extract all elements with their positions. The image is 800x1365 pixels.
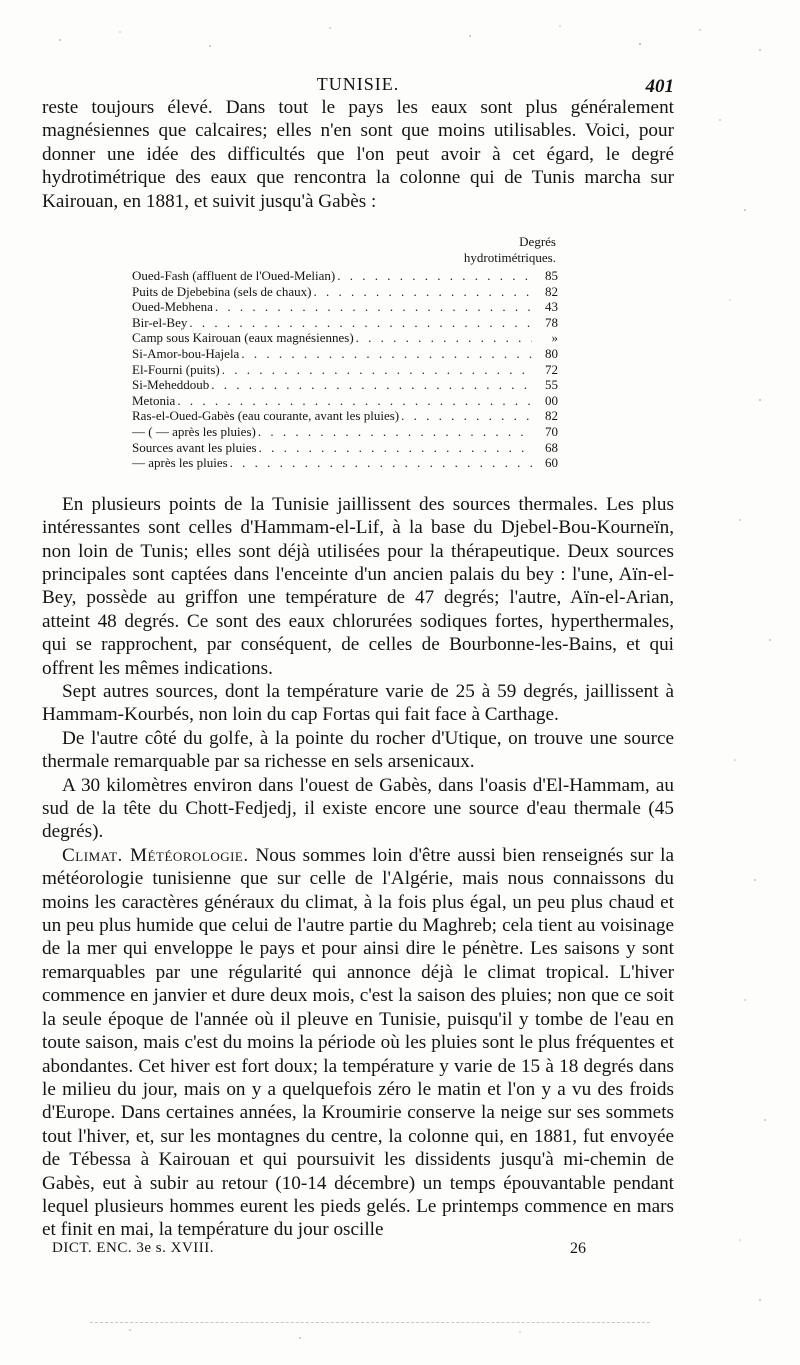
leader-dots [399,408,532,424]
row-value: 70 [545,423,558,439]
row-label: Camp sous Kairouan (eaux magnésiennes) [132,330,354,346]
table-row [132,315,558,331]
table-row [132,330,558,346]
row-label: Metonia [132,392,176,408]
row-value: 85 [545,268,558,284]
leader-dots [257,440,532,456]
table-row [132,268,558,284]
leader-dots [335,268,532,284]
leader-dots [256,424,532,440]
row-value: 80 [545,346,558,361]
row-label: Si-Meheddoub [132,377,210,393]
climate-text: Nous sommes loin d'être aussi bien renseignés sur la météorologie tunisienne que sur celle de l'Algérie, mais nous connaissons du moins les caractères généraux du climat, à la fois plus égal, un peu plus chaud et un peu plus humide que celui de l'autre partie du Maghreb; cela tient au voisinage de la mer qui enveloppe le pays et pour ainsi dire le pénètre. Les saisons y sont remarquables par une régularité qui annonce déjà le climat tropical. L'hiver commence en janvier et dure deux mois, c'est la saison des pluies; non que ce soit la seule époque de l'année où il pleuve en Tunisie, puisqu'il y tombe de l'eau en toute saison, mais c'est du moins la période où les pluies sont le plus fréquentes et abondantes. Cet hiver est fort doux; la température y varie de 15 à 18 degrés dans le milieu du jour, mais on y a quelquefois zéro le matin et l'on y a vu des froids d'Europe. Dans certaines années, la Kroumirie conserve la neige sur ses sommets tout l'hiver, et, sur les montagnes du centre, la colonne qui, en 1881, fut envoyée de Tébessa à Kairouan et qui poursuivit les dissidents jusqu'à mi-chemin de Gabès, eut à subir au retour (10-14 décembre) un temps épouvantable pendant lequel plusieurs hommes eurent les pieds gelés. Le printemps commence en mars et finit en mai, la température du jour oscille [42,844,675,1241]
row-value: 78 [545,314,558,330]
row-label: — ( — après les pluies) [132,423,256,439]
bottom-scan-line [90,1322,650,1323]
leader-dots [239,346,532,362]
intro-paragraph: reste toujours élevé. Dans tout le pays les eaux sont plus généralement magnésiennes que calcaires; elles n'en sont que moins utilisables. Voici, pour donner une idée des difficultés que l'on peut avoir à cet égard, le degré hydrotimétrique des eaux que rencontra la colonne qui de Tunis marcha sur Kairouan, en 1881, et suivit jusqu'à Gabès : [42,97,674,212]
leader-dots [354,330,532,346]
leader-dots [213,299,532,315]
row-value: 00 [545,392,558,408]
leader-dots [220,362,532,378]
row-value: 55 [545,377,558,393]
row-label: Sources avant les pluies [132,439,257,455]
row-value: 60 [545,455,558,471]
table-row [132,393,558,409]
table-row [132,362,558,378]
table-row [132,455,558,471]
paragraph-el-hammam: A 30 kilomètres environ dans l'ouest de Gabès, dans l'oasis d'El-Hammam, au sud de la tête du Chott-Fedjedj, il existe encore une source d'eau thermale (45 degrés). [42,774,674,843]
running-title: TUNISIE. [316,74,400,94]
row-label: Bir-el-Bey [132,314,188,330]
table-row [132,284,558,300]
table-header-line1: Degrés [519,234,556,250]
table-header [132,234,558,268]
climate-heading: Climat. Météorologie. [62,844,249,866]
row-label: — après les pluies [132,455,228,471]
leader-dots [187,315,532,331]
leader-dots [209,377,532,393]
leader-dots [228,455,532,471]
row-label: Si-Amor-bou-Hajela [132,346,240,361]
signature-mark: DICT. ENC. 3e s. XVIII. [52,1240,215,1256]
leader-dots [175,393,532,409]
table-row [132,377,558,393]
table-row [132,440,558,456]
paragraph-hammam-kourbes: Sept autres sources, dont la température varie de 25 à 59 degrés, jaillissent à Hammam-Kourbés, non loin du cap Fortas qui fait face à Carthage. [42,681,674,726]
row-label: El-Fourni (puits) [132,361,220,377]
row-label: Oued-Mebhena [132,299,213,315]
table-row [132,299,558,315]
table-row [132,408,558,424]
row-value: 82 [545,408,558,424]
page-content [42,60,674,1242]
page-footer [52,1240,642,1264]
paragraph-thermal-sources: En plusieurs points de la Tunisie jaillissent des sources thermales. Les plus intéressantes sont celles d'Hammam-el-Lif, à la base du Djebel-Bou-Kourneïn, non loin de Tunis; elles sont déjà utilisées pour la thérapeutique. Deux sources principales sont captées dans l'enceinte d'un ancien palais du bey : l'une, Aïn-el-Bey, possède au griffon une température de 47 degrés; l'autre, Aïn-el-Arian, atteint 48 degrés. Ce sont des eaux chlorurées sodiques fortes, hyperthermales, qui se rapprochent, par conséquent, de celles de Bourbonne-les-Bains, et qui offrent les mêmes indications. [42,493,674,679]
page-header [42,60,674,96]
page-number: 401 [645,76,674,97]
table-header-line2: hydrotimétriques. [463,250,556,266]
table-row [132,346,558,362]
row-label: Oued-Fash (affluent de l'Oued-Melian) [132,268,336,284]
row-value: 72 [545,361,558,377]
paragraph-climate [42,844,674,1242]
row-value: 68 [545,439,558,455]
leader-dots [311,284,532,300]
paragraph-utique: De l'autre côté du golfe, à la pointe du rocher d'Utique, on trouve une source thermale remarquable par sa richesse en sels arsenicaux. [42,727,674,773]
sheet-number: 26 [570,1240,586,1257]
row-label: Puits de Djebebina (sels de chaux) [132,283,312,299]
table-row [132,424,558,440]
hydrotimetric-table [132,234,558,471]
row-value: 43 [545,299,558,315]
row-value: » [551,330,558,346]
row-label: Ras-el-Oued-Gabès (eau courante, avant les pluies) [132,408,400,424]
row-value: 82 [545,283,558,299]
